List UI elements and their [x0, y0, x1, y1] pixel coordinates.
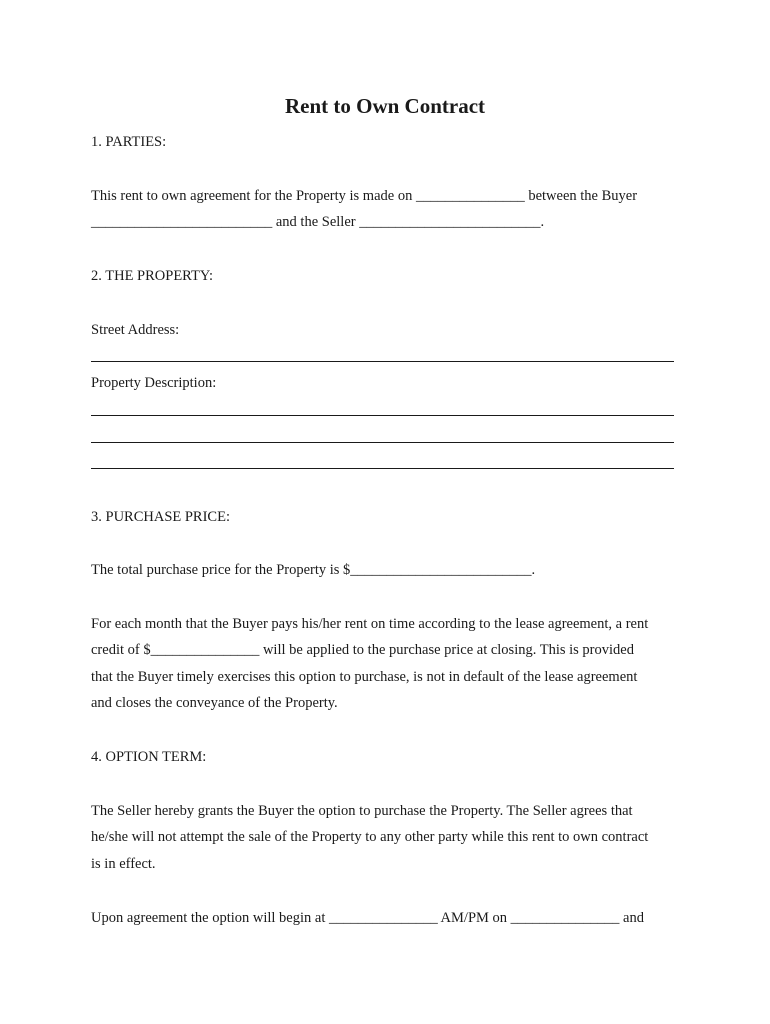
rent-credit-text-line-3: that the Buyer timely exercises this option to purchase, is not in default of the lease agreement [91, 669, 638, 685]
property-description-label: Property Description: [91, 375, 217, 391]
option-begin-text-line: Upon agreement the option will begin at _______________ AM/PM on _______________ and [91, 910, 644, 926]
option-grant-text-line-2: he/she will not attempt the sale of the Property to any other party while this rent to own contract [91, 829, 649, 845]
section-heading-purchase-price: 3. PURCHASE PRICE: [91, 509, 230, 525]
section-heading-option-term: 4. OPTION TERM: [91, 749, 207, 765]
option-grant-text-line-3: is in effect. [91, 856, 156, 872]
rent-credit-text-line-2: credit of $_______________ will be applied to the purchase price at closing. This is provided [91, 642, 634, 658]
street-address-label: Street Address: [91, 322, 180, 338]
purchase-price-total-line: The total purchase price for the Property is $_________________________. [91, 562, 536, 578]
property-description-blank-line-3 [91, 468, 674, 469]
street-address-blank-line [91, 361, 674, 362]
option-grant-text-line-1: The Seller hereby grants the Buyer the option to purchase the Property. The Seller agrees that [91, 803, 633, 819]
document-title: Rent to Own Contract [284, 94, 486, 118]
parties-text-line-2: _________________________ and the Seller _________________________. [91, 214, 545, 230]
section-heading-parties: 1. PARTIES: [91, 134, 167, 150]
parties-text-line-1: This rent to own agreement for the Property is made on _______________ between the Buyer [91, 188, 638, 204]
rent-credit-text-line-4: and closes the conveyance of the Property. [91, 695, 338, 711]
section-heading-property: 2. THE PROPERTY: [91, 268, 214, 284]
rent-credit-text-line-1: For each month that the Buyer pays his/her rent on time according to the lease agreement, a rent [91, 616, 649, 632]
property-description-blank-line-2 [91, 442, 674, 443]
property-description-blank-line-1 [91, 415, 674, 416]
